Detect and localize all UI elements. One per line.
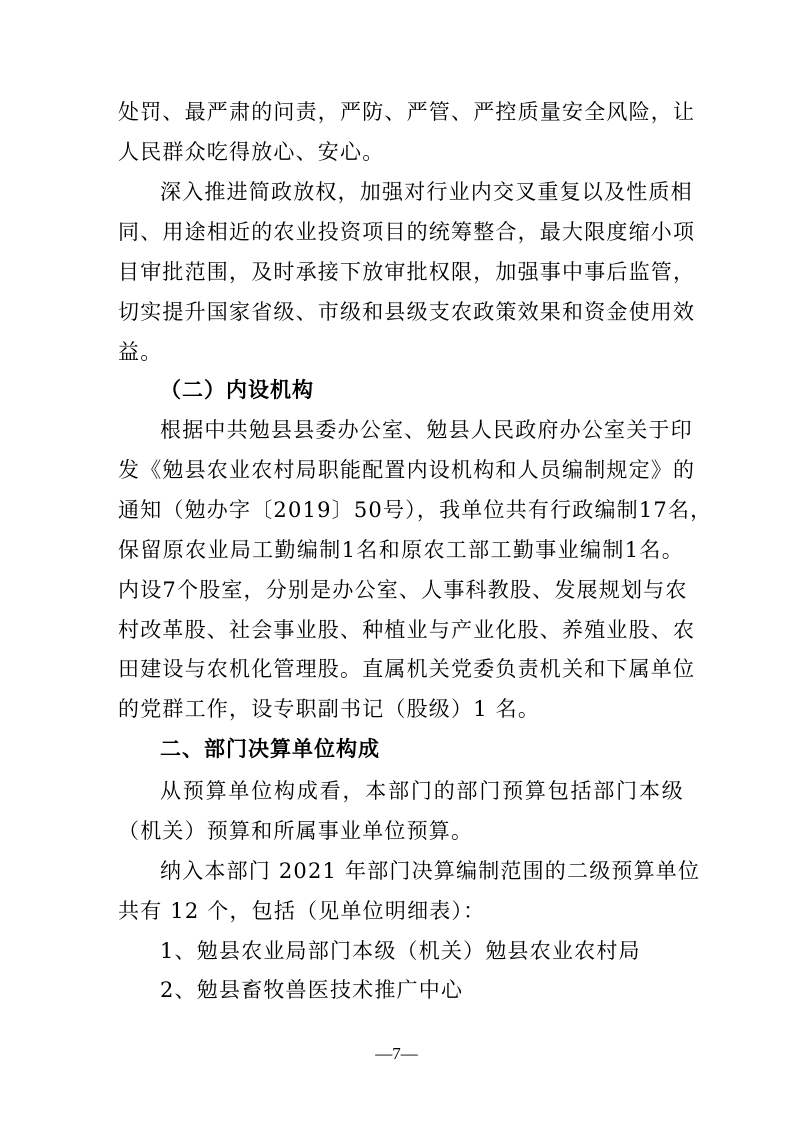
body-text-line: 保留原农业局工勤编制1名和原农工部工勤事业编制1名。	[118, 537, 684, 562]
body-text-line: 切实提升国家省级、市级和县级支农政策效果和资金使用效	[118, 300, 696, 325]
body-text-line: 内设7个股室，分别是办公室、人事科教股、发展规划与农	[118, 577, 688, 602]
section-heading-unit-composition: 二、部门决算单位构成	[160, 737, 380, 762]
body-text-line: 同、用途相近的农业投资项目的统筹整合，最大限度缩小项	[118, 220, 696, 245]
paragraph-first-line: 从预算单位构成看，本部门的部门预算包括部门本级	[160, 778, 684, 803]
body-text-line: 益。	[118, 339, 163, 364]
body-text-line: 共有 12 个，包括（见单位明细表）：	[118, 898, 486, 923]
paragraph-first-line: 根据中共勉县县委办公室、勉县人民政府办公室关于印	[160, 417, 693, 442]
section-heading-internal-structure: （二）内设机构	[160, 378, 314, 403]
body-text-line: 通知（勉办字〔2019〕50号），我单位共有行政编制17名，	[118, 497, 713, 522]
body-text-line: 目审批范围，及时承接下放审批权限，加强事中事后监管，	[118, 260, 696, 285]
page-number: —7—	[375, 1044, 418, 1063]
body-text-line: 处罚、最严肃的问责，严防、严管、严控质量安全风险，让	[118, 99, 696, 124]
unit-list-item: 2、勉县畜牧兽医技术推广中心	[160, 978, 464, 1003]
body-text-line: 村改革股、社会事业股、种植业与产业化股、养殖业股、农	[118, 617, 696, 642]
body-text-line: 人民群众吃得放心、安心。	[118, 139, 385, 164]
paragraph-first-line: 纳入本部门 2021 年部门决算编制范围的二级预算单位	[160, 858, 701, 883]
paragraph-first-line: 深入推进简政放权，加强对行业内交叉重复以及性质相	[160, 180, 693, 205]
body-text-line: 发《勉县农业农村局职能配置内设机构和人员编制规定》的	[118, 457, 696, 482]
body-text-line: （机关）预算和所属事业单位预算。	[118, 818, 474, 843]
body-text-line: 田建设与农机化管理股。直属机关党委负责机关和下属单位	[118, 657, 696, 682]
unit-list-item: 1、勉县农业局部门本级（机关）勉县农业农村局	[160, 938, 641, 963]
body-text-line: 的党群工作，设专职副书记（股级）1 名。	[118, 697, 541, 722]
